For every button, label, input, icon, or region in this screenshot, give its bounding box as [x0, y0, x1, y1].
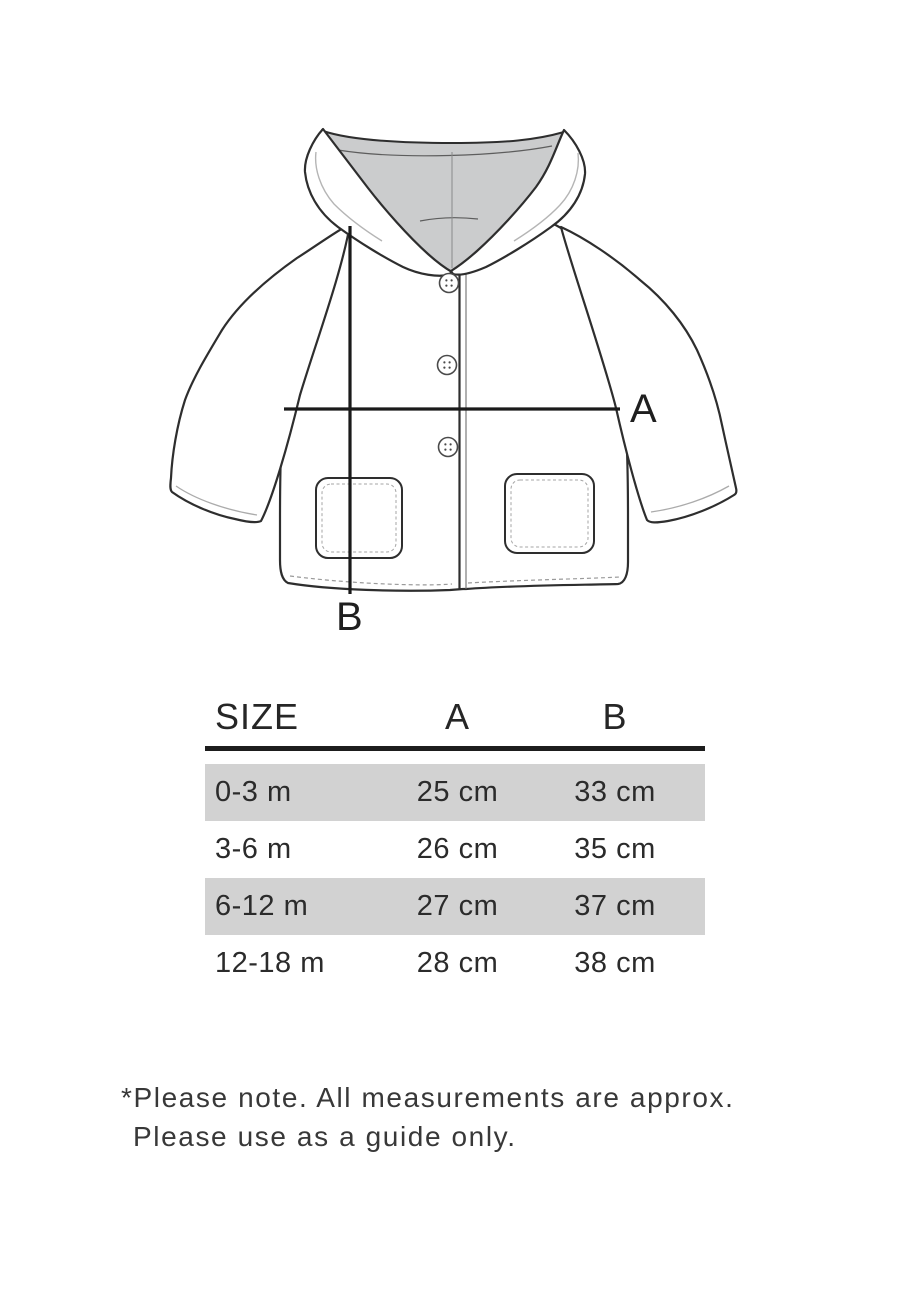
a-cell: 25 cm	[416, 776, 499, 808]
b-cell: 38 cm	[574, 947, 656, 979]
left-pocket	[316, 478, 402, 558]
measure-label-a: A	[630, 387, 657, 431]
a-cell: 26 cm	[416, 833, 499, 865]
b-cell: 35 cm	[574, 833, 656, 865]
disclaimer-line-1: *Please note. All measurements are approx.	[121, 1082, 735, 1113]
b-cell: 33 cm	[574, 776, 656, 808]
a-cell: 28 cm	[416, 947, 499, 979]
size-cell: 3-6 m	[215, 833, 292, 865]
size-cell: 6-12 m	[215, 890, 309, 922]
header-size: SIZE	[215, 696, 300, 737]
size-table-header-row	[205, 694, 705, 738]
table-row	[205, 764, 705, 821]
size-cell: 12-18 m	[215, 947, 325, 979]
table-row	[205, 821, 705, 878]
header-b: B	[602, 696, 628, 737]
size-table	[205, 694, 705, 992]
header-divider	[205, 746, 705, 751]
b-cell: 37 cm	[574, 890, 656, 922]
measure-label-b: B	[336, 595, 363, 639]
top-button	[440, 274, 459, 293]
table-row	[205, 878, 705, 935]
measurement-disclaimer	[121, 1078, 735, 1156]
a-cell: 27 cm	[416, 890, 499, 922]
right-pocket	[505, 474, 594, 553]
size-table-body	[205, 764, 705, 992]
header-a: A	[444, 696, 470, 737]
table-row	[205, 935, 705, 992]
disclaimer-line-2: Please use as a guide only.	[133, 1121, 517, 1152]
size-cell: 0-3 m	[215, 776, 292, 808]
